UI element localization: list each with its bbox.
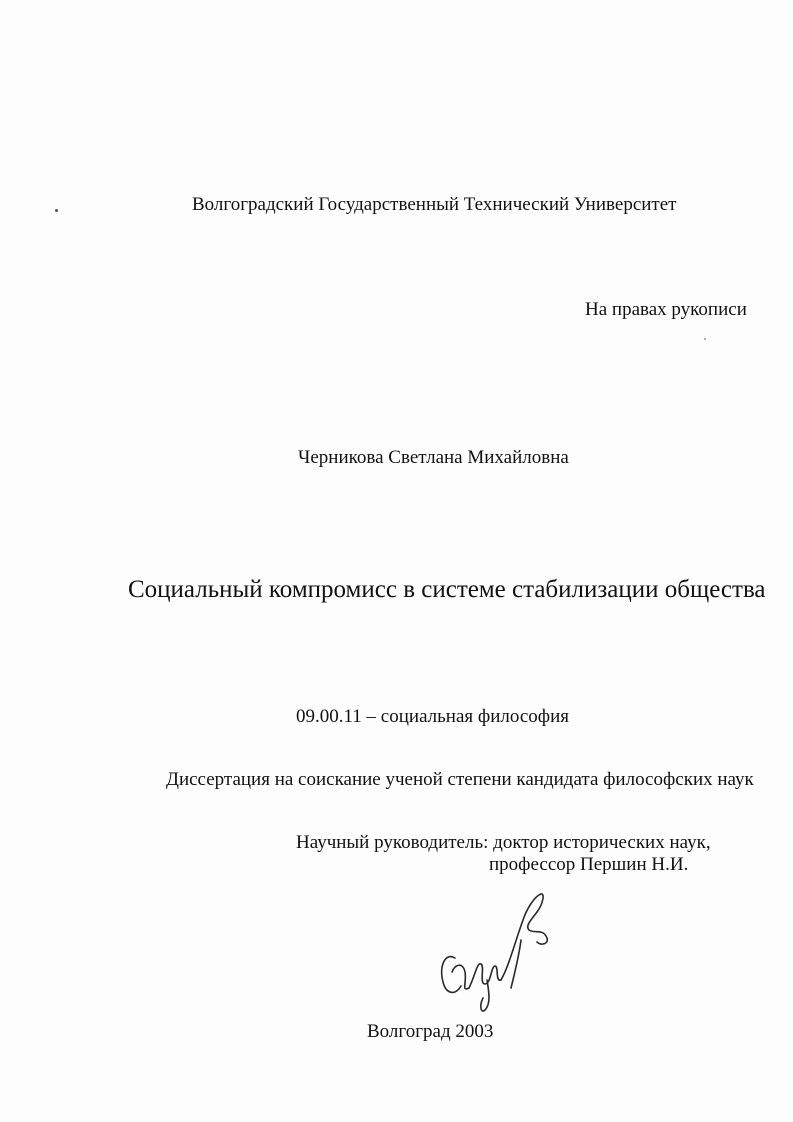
specialty-code: 09.00.11 – социальная философия <box>296 706 569 727</box>
author-name: Черникова Светлана Михайловна <box>298 447 569 468</box>
manuscript-rights-note: На правах рукописи <box>585 299 747 320</box>
scan-speck <box>55 209 58 212</box>
handwritten-signature-icon <box>425 880 565 1015</box>
dissertation-title: Социальный компромисс в системе стабилизации общества <box>128 576 766 603</box>
degree-statement: Диссертация на соискание ученой степени кандидата философских наук <box>166 769 754 790</box>
institution-name: Волгоградский Государственный Технический Университет <box>192 194 677 215</box>
supervisor-line-2: профессор Першин Н.И. <box>489 854 689 875</box>
supervisor-line-1: Научный руководитель: доктор исторических наук, <box>296 832 711 853</box>
scan-speck <box>704 338 706 340</box>
place-and-year: Волгоград 2003 <box>367 1021 494 1042</box>
